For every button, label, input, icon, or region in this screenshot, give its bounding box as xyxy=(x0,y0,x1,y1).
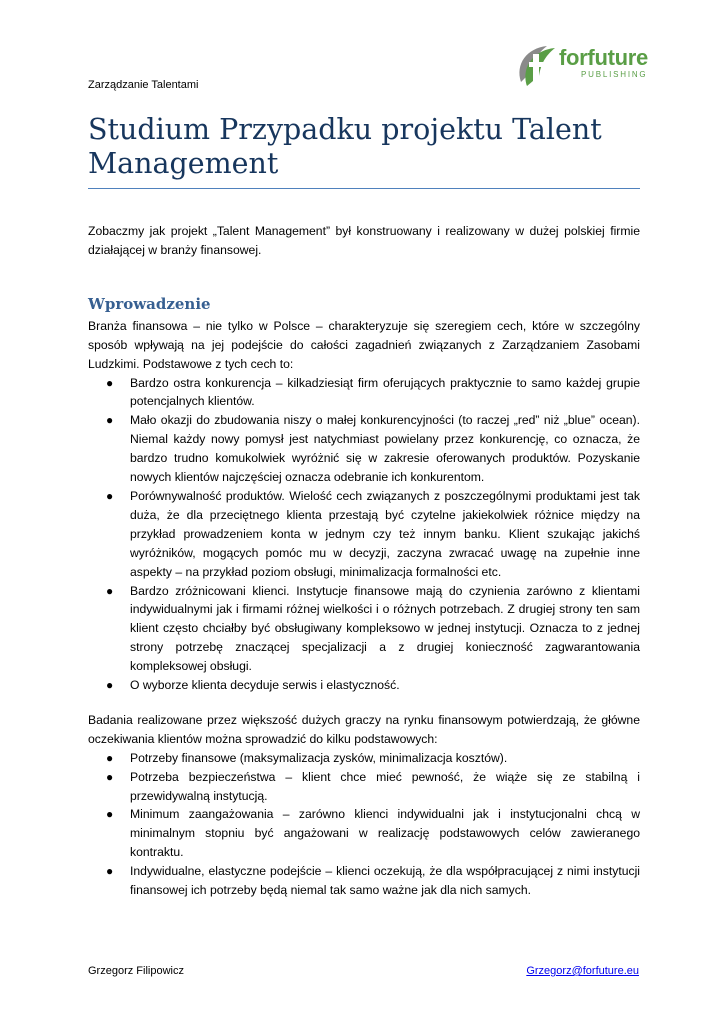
list-item xyxy=(88,374,640,412)
header-label: Zarządzanie Talentami xyxy=(88,79,199,91)
list-item xyxy=(88,805,640,862)
bullet-icon: ● xyxy=(106,583,114,598)
list-item-text: O wyborze klienta decyduje serwis i elastyczność. xyxy=(130,678,400,693)
list-item-text: Indywidualne, elastyczne podejście – klienci oczekują, że dla współpracującej z nimi instytucji finansowej ich potrzeby będą niemal tak samo ważne jak dla nich samych. xyxy=(130,864,640,898)
list-item-text: Bardzo zróżnicowani klienci. Instytucje finansowe mają do czynienia zarówno z klientami indywidualnymi jak i firmami różnej wielkości i o różnych potrzebach. Z drugiej strony ten sam klient często chciałby być obsługiwany kompleksowo w jednej instytucji. Oznacza to z jednej strony potrzebę znaczącej specjalizacji a z drugiej konieczność zagwarantowania kompleksowej obsługi. xyxy=(130,583,640,674)
list-item-text: Bardzo ostra konkurencja – kilkadziesiąt firm oferujących praktycznie to samo każdej grupie potencjalnych klientów. xyxy=(130,375,640,409)
forfuture-logo xyxy=(513,42,648,92)
section-paragraph-2: Badania realizowane przez większość dużych graczy na rynku finansowym potwierdzają, że główne oczekiwania klientów można sprowadzić do kilku podstawowych: xyxy=(88,712,640,746)
footer-author: Grzegorz Filipowicz xyxy=(88,965,184,977)
section-paragraph-1: Branża finansowa – nie tylko w Polsce – charakteryzuje się szeregiem cech, które w szczególny sposób wpływają na jej podejście do całości zagadnień związanych z Zarządzaniem Zasobami Ludzkimi. Podstawowe z tych cech to: xyxy=(88,318,640,371)
title-divider xyxy=(88,188,640,189)
logo-name: forfuture xyxy=(559,45,648,70)
footer-email-link[interactable]: Grzegorz@forfuture.eu xyxy=(526,965,639,977)
list-item-text: Mało okazji do zbudowania niszy o małej konkurencyjności (to raczej „red” niż „blue” ocean). Niemal każdy nowy pomysł jest natychmiast powielany przez konkurencję, co oznacza, że bardzo trudno komukolwiek wyróżnić się w zakresie oferowanych produktów. Pozyskanie nowych klientów najczęściej oznacza odebranie ich konkurentom. xyxy=(130,413,640,485)
list-item xyxy=(88,676,640,695)
intro-paragraph: Zobaczmy jak projekt „Talent Management” był konstruowany i realizowany w dużej polskiej firmie działającej w branży finansowej. xyxy=(88,224,640,257)
bullet-icon: ● xyxy=(106,375,114,390)
bullet-icon: ● xyxy=(106,413,114,428)
bullet-icon: ● xyxy=(106,488,114,503)
list-item xyxy=(88,411,640,487)
logo-subtitle: PUBLISHING xyxy=(581,70,648,79)
bullet-icon: ● xyxy=(106,807,114,822)
list-item xyxy=(88,487,640,582)
bullet-icon: ● xyxy=(106,769,114,784)
document-body xyxy=(88,222,640,900)
bullet-icon: ● xyxy=(106,864,114,879)
list-item-text: Potrzeby finansowe (maksymalizacja zysków, minimalizacja kosztów). xyxy=(130,750,508,765)
list-item-text: Porównywalność produktów. Wielość cech związanych z poszczególnymi produktami jest tak duża, że dla przeciętnego klienta przestają być czytelne jakiekolwiek różnice między na przykład prowadzeniem konta w jednym czy też innym banku. Klient szukając jakichś wyróżników, mogących pomóc mu w decyzji, zaczyna zwracać uwagę na zupełnie inne aspekty – na przykład poziom obsługi, minimalizacja formalności etc. xyxy=(130,488,640,579)
list-item-text: Potrzeba bezpieczeństwa – klient chce mieć pewność, że wiąże się ze stabilną i przewidywalną instytucją. xyxy=(130,769,640,803)
list-item xyxy=(88,582,640,677)
bullet-icon: ● xyxy=(106,678,114,693)
features-list xyxy=(88,374,640,695)
bullet-icon: ● xyxy=(106,750,114,765)
list-item xyxy=(88,862,640,900)
list-item xyxy=(88,768,640,806)
expectations-list xyxy=(88,749,640,900)
section-heading: Wprowadzenie xyxy=(88,294,211,313)
list-item-text: Minimum zaangażowania – zarówno klienci indywidualni jak i instytucjonalni chcą w minimalnym stopniu być angażowani w realizację podstawowych celów zawieranego kontraktu. xyxy=(130,807,640,860)
logo-mark-icon xyxy=(513,42,561,90)
page-title: Studium Przypadku projektu Talent Management xyxy=(88,113,602,180)
list-item xyxy=(88,749,640,768)
